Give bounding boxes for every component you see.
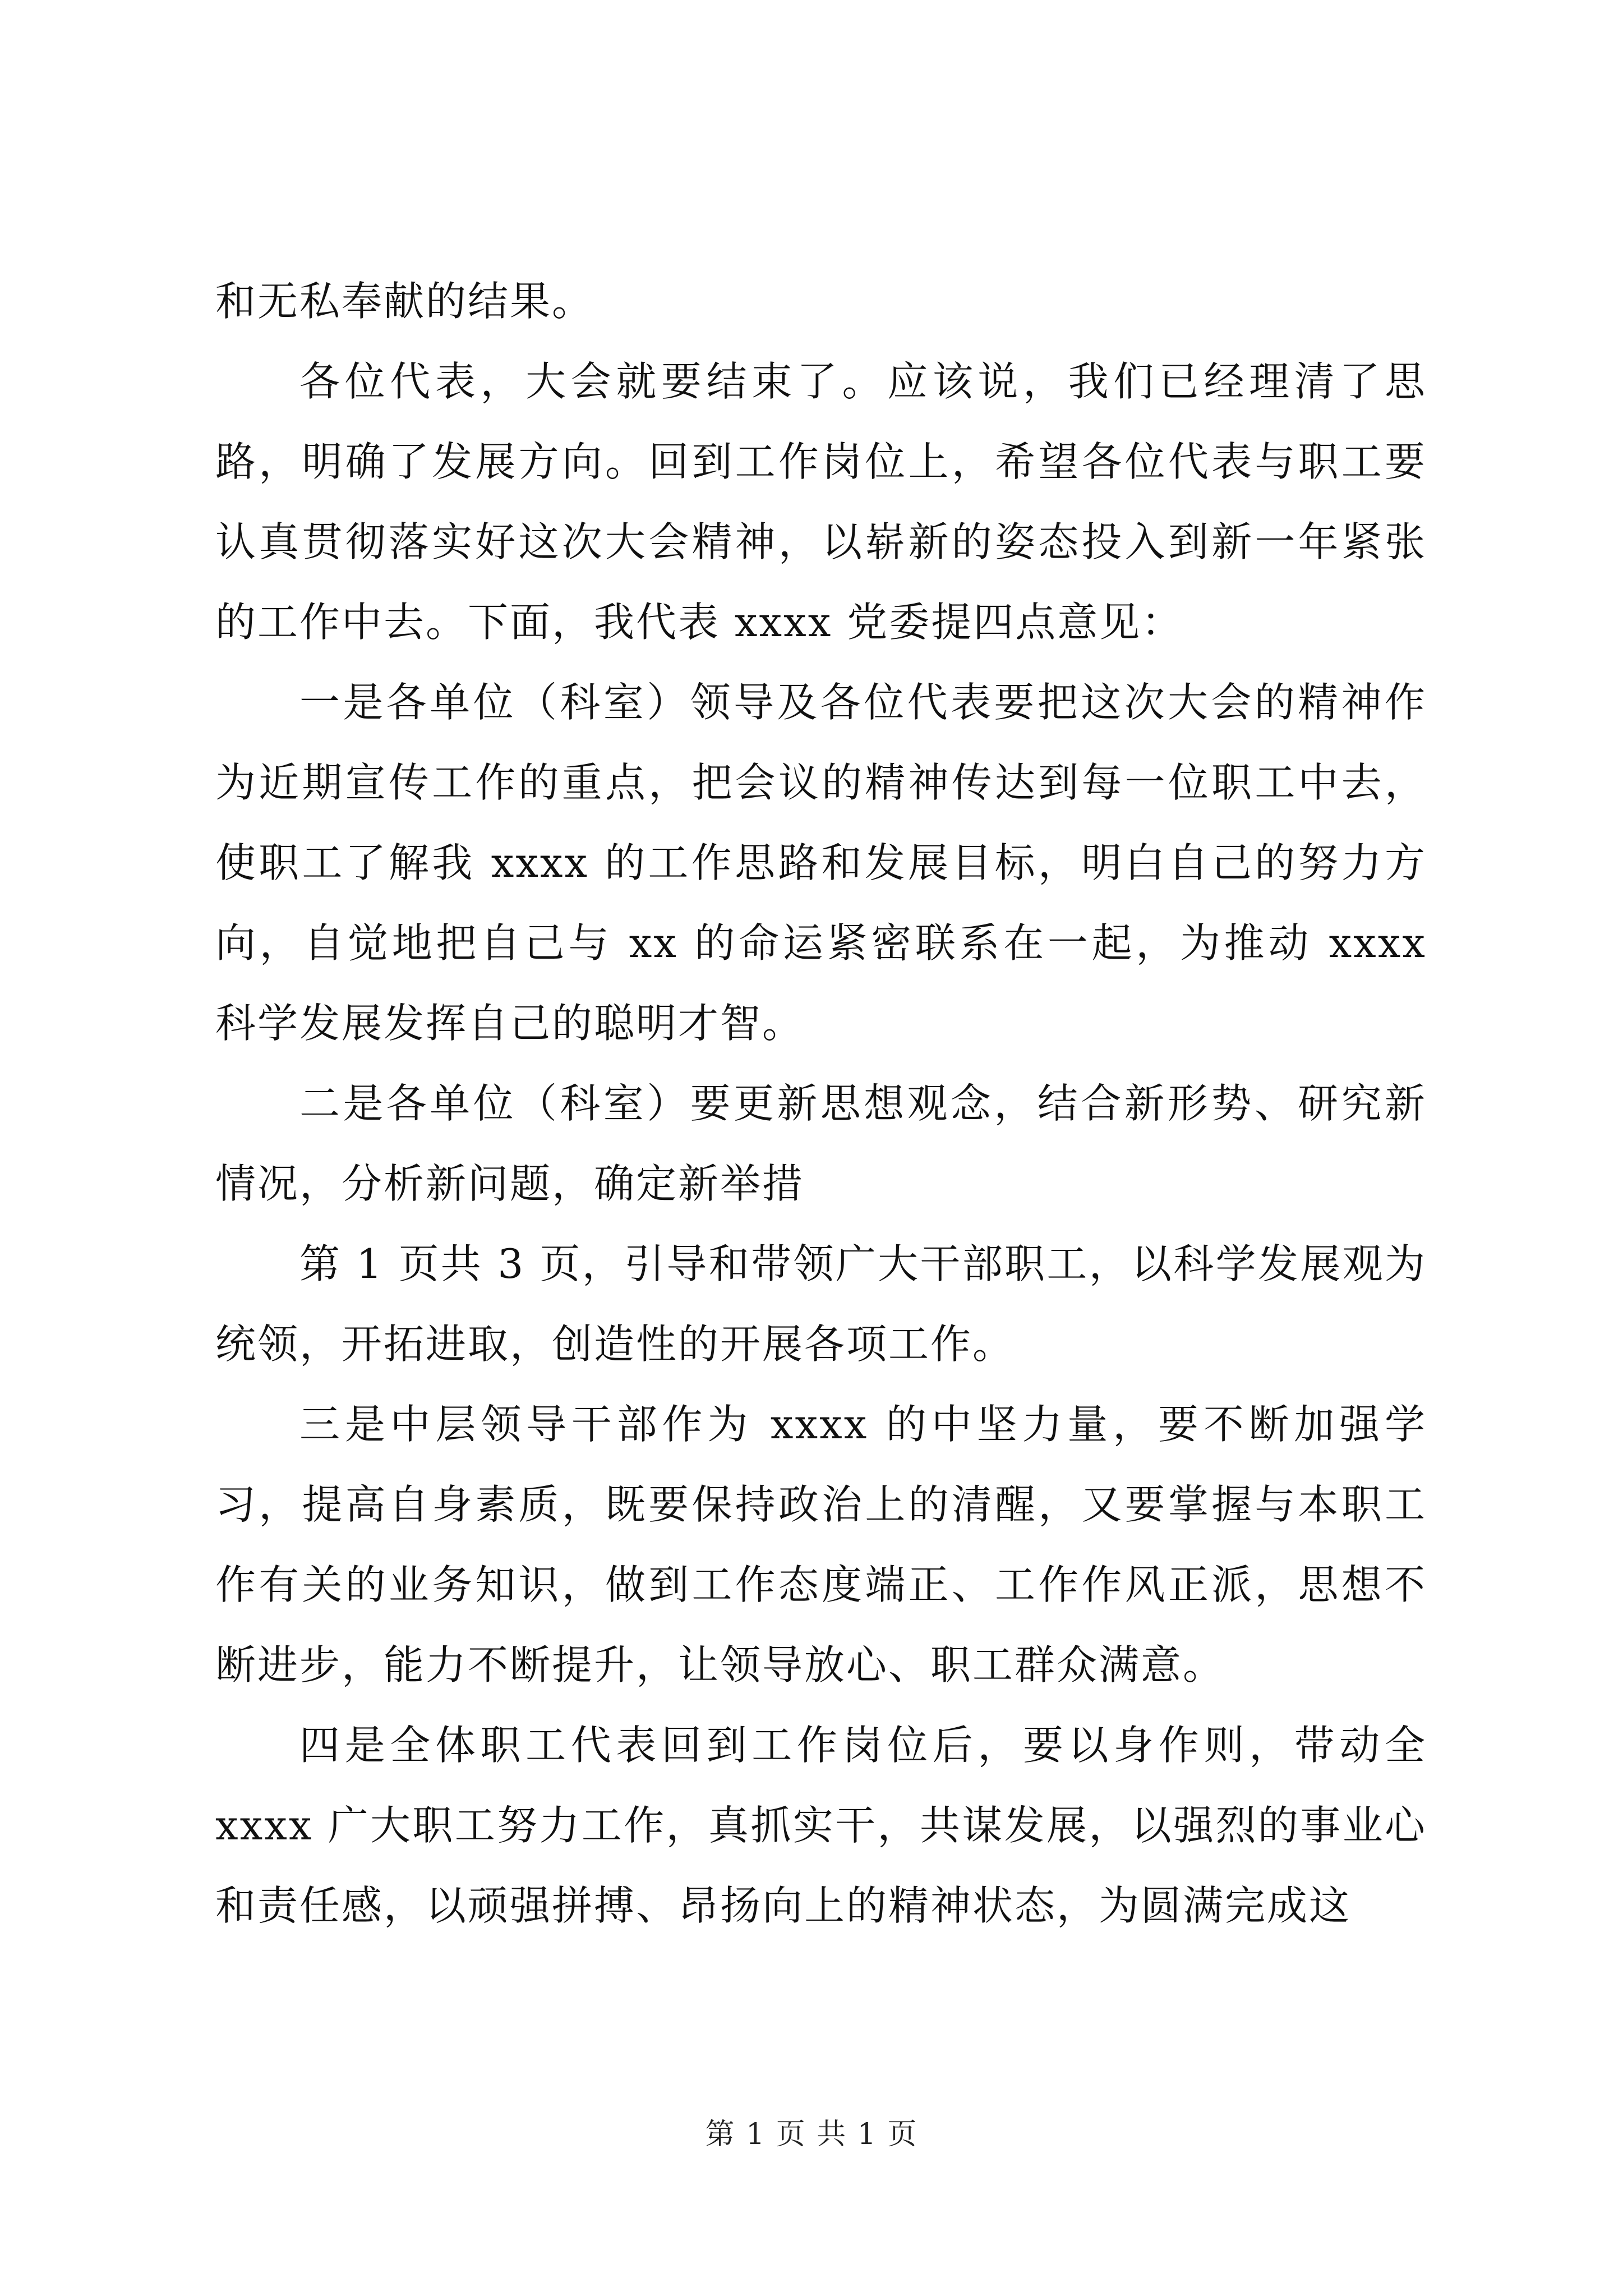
page-footer: 第 1 页 共 1 页	[705, 2118, 918, 2151]
paragraph-point-one: 一是各单位（科室）领导及各位代表要把这次大会的精神作为近期宣传工作的重点，把会议的精神传达到每一位职工中去，使职工了解我 xxxx 的工作思路和发展目标，明白自己的努力方向，自觉地把自己与 xx 的命运紧密联系在一起，为推动 xxxx 科学发展发挥自己的聪明才智。	[215, 679, 1427, 1047]
paragraph-point-two-continued: 第 1 页共 3 页，引导和带领广大干部职工，以科学发展观为统领，开拓进取，创造性的开展各项工作。	[215, 1240, 1427, 1368]
paragraph-point-two: 二是各单位（科室）要更新思想观念，结合新形势、研究新情况，分析新问题，确定新举措	[215, 1080, 1427, 1207]
paragraph-continuation: 和无私奉献的结果。	[215, 278, 594, 325]
paragraph-opening-remarks: 各位代表，大会就要结束了。应该说，我们已经理清了思路，明确了发展方向。回到工作岗位上，希望各位代表与职工要认真贯彻落实好这次大会精神，以崭新的姿态投入到新一年紧张的工作中去。下面，我代表 xxxx 党委提四点意见：	[215, 358, 1427, 646]
paragraph-point-three: 三是中层领导干部作为 xxxx 的中坚力量，要不断加强学习，提高自身素质，既要保持政治上的清醒，又要掌握与本职工作有关的业务知识，做到工作态度端正、工作作风正派，思想不断进步，能力不断提升，让领导放心、职工群众满意。	[215, 1401, 1427, 1688]
paragraph-point-four: 四是全体职工代表回到工作岗位后，要以身作则，带动全 xxxx 广大职工努力工作，真抓实干，共谋发展，以强烈的事业心和责任感，以顽强拼搏、昂扬向上的精神状态，为圆满完成这	[215, 1722, 1427, 1929]
document-body	[215, 261, 1427, 1946]
